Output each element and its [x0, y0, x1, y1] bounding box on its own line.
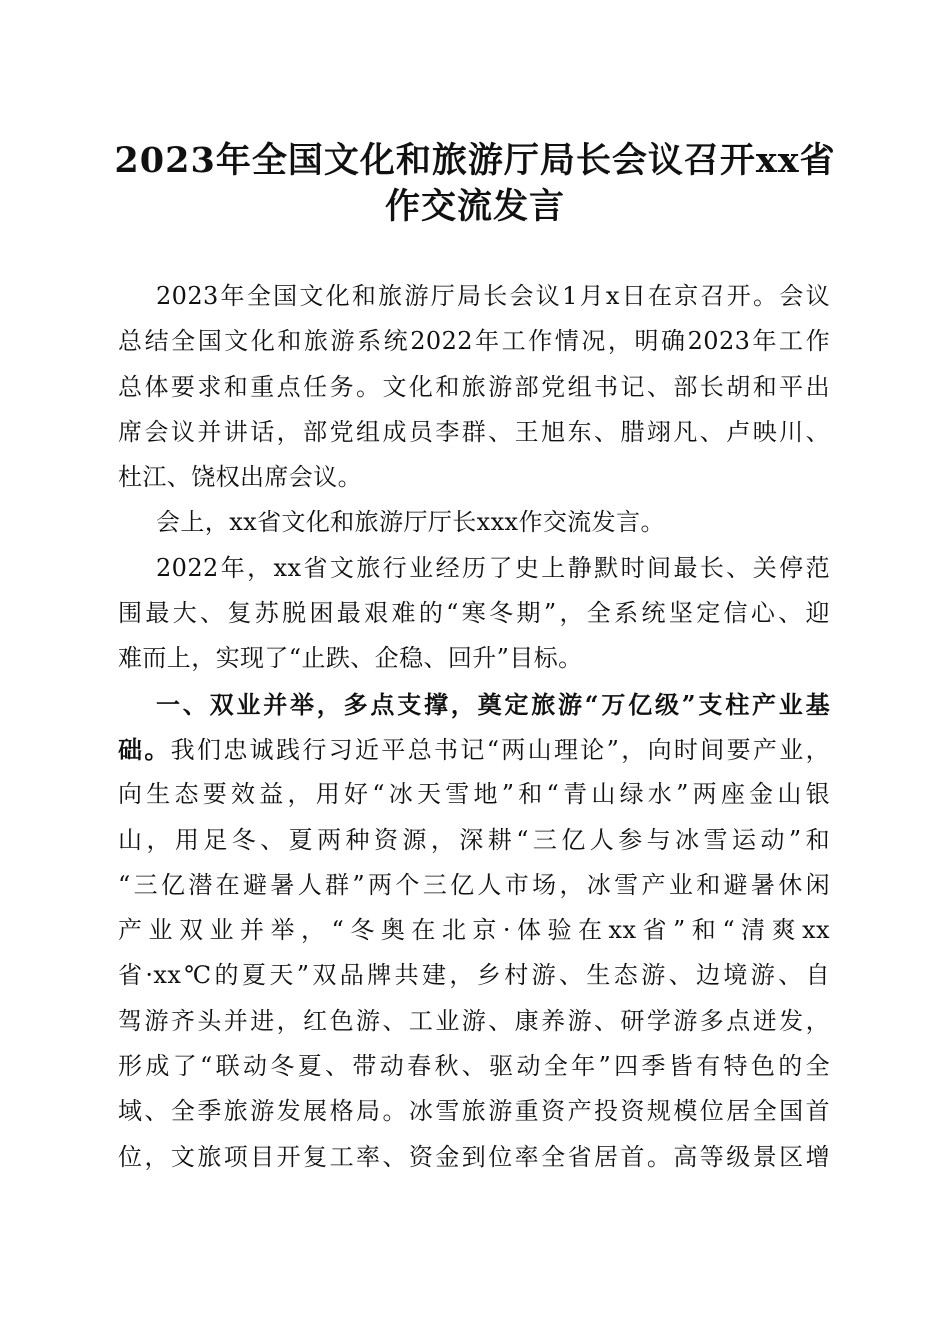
section-heading-tail: 础。: [118, 734, 171, 764]
body-text: 我们忠诚践行习近平总书记“两山理论”，向时间要产业，: [170, 735, 830, 764]
document-title-line-1: 2023年全国文化和旅游厅局长会议召开xx省: [114, 140, 836, 181]
body-line: 省·xx℃的夏天”双品牌共建，乡村游、生态游、边境游、自: [118, 961, 830, 990]
body-line: 杜江、饶权出席会议。: [118, 463, 362, 492]
body-line: 2022年，xx省文旅行业经历了史上静默时间最长、关停范: [156, 553, 830, 582]
body-line: 域、全季旅游发展格局。冰雪旅游重资产投资规模位居全国首: [118, 1097, 830, 1126]
body-line: 形成了“联动冬夏、带动春秋、驱动全年”四季皆有特色的全: [118, 1052, 830, 1081]
body-line: 席会议并讲话，部党组成员李群、王旭东、腊翊凡、卢映川、: [118, 417, 830, 446]
body-line: 驾游齐头并进，红色游、工业游、康养游、研学游多点迸发，: [118, 1006, 830, 1035]
document-body: [118, 274, 830, 1180]
body-line: 总结全国文化和旅游系统2022年工作情况，明确2023年工作: [118, 327, 830, 356]
body-line: [118, 727, 830, 772]
body-line: 向生态要效益，用好“冰天雪地”和“青山绿水”两座金山银: [118, 780, 830, 809]
body-line: 总体要求和重点任务。文化和旅游部党组书记、部长胡和平出: [118, 372, 830, 401]
body-line: 产业双业并举，“冬奥在北京·体验在xx省”和“清爽xx: [118, 916, 830, 945]
body-line: 2023年全国文化和旅游厅局长会议1月x日在京召开。会议: [156, 282, 830, 310]
body-line: 会上，xx省文化和旅游厅厅长xxx作交流发言。: [156, 508, 665, 537]
body-line: 山，用足冬、夏两种资源，深耕“三亿人参与冰雪运动”和: [118, 825, 830, 854]
body-line: 围最大、复苏脱困最艰难的“寒冬期”，全系统坚定信心、迎: [118, 599, 830, 628]
body-line: 位，文旅项目开复工率、资金到位率全省居首。高等级景区增: [118, 1142, 830, 1171]
document-title-line-2: 作交流发言: [384, 186, 565, 227]
body-line: 难而上，实现了“止跌、企稳、回升”目标。: [118, 644, 583, 673]
body-line: “三亿潜在避暑人群”两个三亿人市场，冰雪产业和避暑休闲: [118, 870, 830, 899]
section-heading-line: 一、双业并举，多点支撑，奠定旅游“万亿级”支柱产业基: [156, 689, 830, 719]
